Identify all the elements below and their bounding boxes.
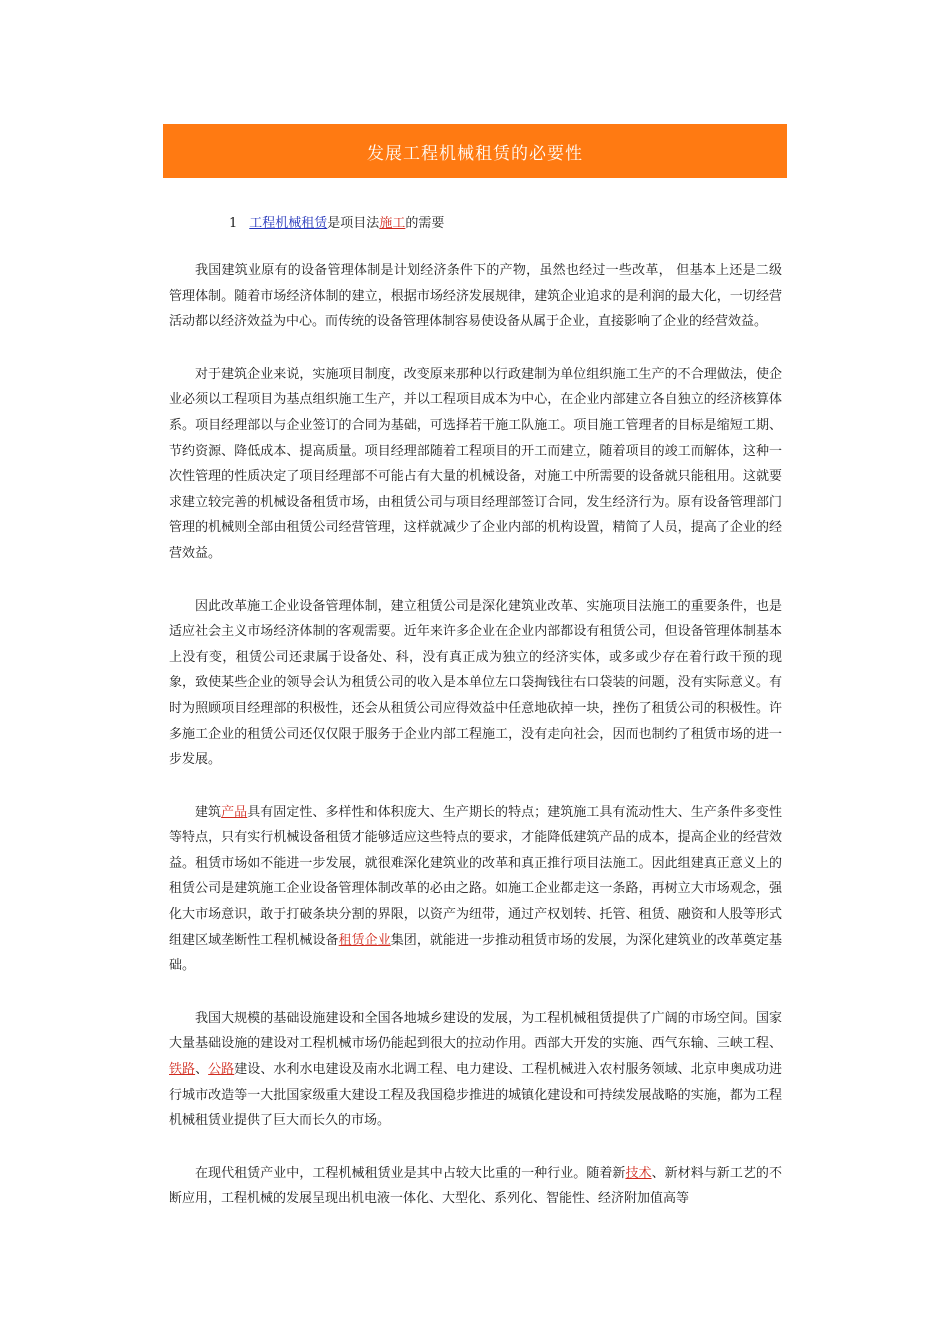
link-machinery-leasing[interactable]: 工程机械租赁 <box>249 216 328 231</box>
link-construction[interactable]: 施工 <box>379 216 406 231</box>
section-number: 1 <box>229 216 238 231</box>
link-railway[interactable]: 铁路 <box>169 1062 196 1078</box>
paragraph-6-text-a: 在现代租赁产业中，工程机械租赁业是其中占较大比重的一种行业。随着新 <box>195 1165 626 1181</box>
paragraph-4-text-c: 集团，就能进一步推动租赁市场的发展，为深化建筑业的改革奠定基础。 <box>169 932 782 974</box>
title-banner <box>163 124 787 178</box>
paragraph-4-text-b: 具有固定性、多样性和体积庞大、生产期长的特点；建筑施工具有流动性大、生产条件多变性等特点，只有实行机械设备租赁才能够适应这些特点的要求，才能降低建筑产品的成本，提高企业的经营效益。租赁市场如不能进一步发展，就很难深化建筑业的改革和真正推行项目法施工。因此组建真正意义上的租赁公司是建筑施工企业设备管理体制改革的必由之路。如施工企业都走这一条路，再树立大市场观念，强化大市场意识，敢于打破条块分割的界限，以资产为纽带，通过产权划转、托管、租赁、融资和人股等形式组建区域垄断性工程机械设备 <box>169 804 782 948</box>
paragraph-5-text-b: 、 <box>195 1062 209 1078</box>
link-product[interactable]: 产品 <box>221 804 248 820</box>
link-leasing-enterprise[interactable]: 租赁企业 <box>338 932 391 948</box>
section-heading-text-1: 是项目法 <box>327 216 380 231</box>
paragraph-6-text-b: 、新材料与新工艺的不断应用，工程机械的发展呈现出机电液一体化、大型化、系列化、智能性、经济附加值高等 <box>169 1165 782 1207</box>
paragraph-1: 我国建筑业原有的设备管理体制是计划经济条件下的产物，虽然也经过一些改革， 但基本上还是二级管理体制。随着市场经济体制的建立，根据市场经济发展规律，建筑企业追求的是利润的最大化，一切经营活动都以经济效益为中心。而传统的设备管理体制容易使设备从属于企业，直接影响了企业的经营效益。 <box>169 263 782 330</box>
paragraph-5-text-a: 我国大规模的基础设施建设和全国各地城乡建设的发展，为工程机械租赁提供了广阔的市场空间。国家大量基础设施的建设对工程机械市场仍能起到很大的拉动作用。西部大开发的实施、西气东输、三峡工程、 <box>169 1010 782 1052</box>
page-title: 发展工程机械租赁的必要性 <box>367 143 583 164</box>
paragraph-4 <box>169 800 782 979</box>
article-body <box>169 258 782 1239</box>
link-technology[interactable]: 技术 <box>625 1165 652 1181</box>
paragraph-2: 对于建筑企业来说，实施项目制度，改变原来那种以行政建制为单位组织施工生产的不合理做法，使企业必须以工程项目为基点组织施工生产，并以工程项目成本为中心，在企业内部建立各自独立的经济核算体系。项目经理部以与企业签订的合同为基础，可选择若干施工队施工。项目施工管理者的目标是缩短工期、节约资源、降低成本、提高质量。项目经理部随着工程项目的开工而建立，随着项目的竣工而解体，这种一次性管理的性质决定了项目经理部不可能占有大量的机械设备，对施工中所需要的设备就只能租用。这就要求建立较完善的机械设备租赁市场，由租赁公司与项目经理部签订合同，发生经济行为。原有设备管理部门管理的机械则全部由租赁公司经营管理，这样就减少了企业内部的机构设置，精简了人员，提高了企业的经营效益。 <box>169 366 782 561</box>
paragraph-5-text-c: 建设、水利水电建设及南水北调工程、电力建设、工程机械进入农村服务领域、北京申奥成功进行城市改造等一大批国家级重大建设工程及我国稳步推进的城镇化建设和可持续发展战略的实施，都为工程机械租赁业提供了巨大而长久的市场。 <box>169 1062 782 1129</box>
paragraph-6 <box>169 1161 782 1212</box>
paragraph-3: 因此改革施工企业设备管理体制，建立租赁公司是深化建筑业改革、实施项目法施工的重要条件，也是适应社会主义市场经济体制的客观需要。近年来许多企业在企业内部都设有租赁公司，但设备管理体制基本上没有变，租赁公司还隶属于设备处、科，没有真正成为独立的经济实体，或多或少存在着行政干预的现象，致使某些企业的领导会认为租赁公司的收入是本单位左口袋掏钱往右口袋装的问题，没有实际意义。有时为照顾项目经理部的积极性，还会从租赁公司应得效益中任意地砍掉一块，挫伤了租赁公司的积极性。许多施工企业的租赁公司还仅仅限于服务于企业内部工程施工，没有走向社会，因而也制约了租赁市场的进一步发展。 <box>169 598 782 768</box>
section-heading-text-2: 的需要 <box>405 216 445 231</box>
paragraph-4-text-a: 建筑 <box>195 804 222 820</box>
paragraph-5 <box>169 1006 782 1134</box>
section-heading <box>229 214 444 234</box>
link-highway[interactable]: 公路 <box>208 1062 235 1078</box>
